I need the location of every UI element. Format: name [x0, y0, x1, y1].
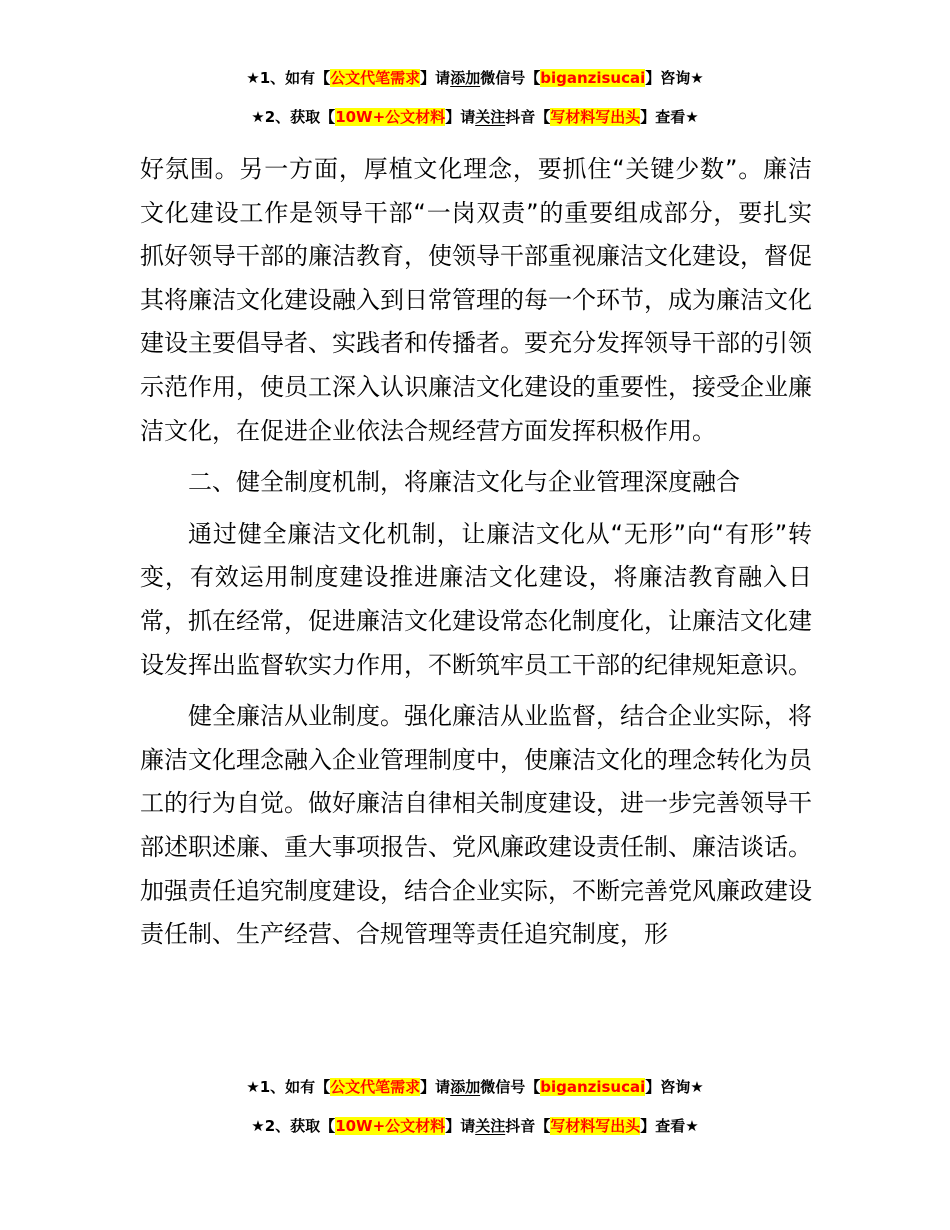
footer-promo-line-1 — [0, 1076, 950, 1098]
promo-text: ★1、如有【 — [246, 1078, 331, 1096]
document-body — [140, 148, 812, 957]
header-promo-line-1 — [0, 67, 950, 89]
promo-text: ★2、获取【 — [251, 1117, 336, 1135]
promo-text: 】查看★ — [640, 1117, 699, 1135]
promo-text: 】请 — [445, 1117, 476, 1135]
header-promo-line-2 — [0, 106, 950, 128]
body-paragraph: 好氛围。另一方面，厚植文化理念，要抓住“关键少数”。廉洁文化建设工作是领导干部“一岗双责”的重要组成部分，要扎实抓好领导干部的廉洁教育，使领导干部重视廉洁文化建设，督促其将廉洁文化建设融入到日常管理的每一个环节，成为廉洁文化建设主要倡导者、实践者和传播者。要充分发挥领导干部的引领示范作用，使员工深入认识廉洁文化建设的重要性，接受企业廉洁文化，在促进企业依法合规经营方面发挥积极作用。 — [140, 155, 812, 445]
promo-text: 抖音【 — [505, 108, 551, 126]
promo-highlight-douyin-id: 写材料写出头 — [550, 1117, 641, 1135]
promo-highlight-douyin-id: 写材料写出头 — [550, 108, 641, 126]
promo-text: 】咨询★ — [645, 1078, 704, 1096]
promo-highlight: 公文代笔需求 — [330, 1078, 421, 1096]
promo-text: 】请 — [445, 108, 476, 126]
promo-underlined: 添加 — [450, 69, 481, 87]
promo-text: 】咨询★ — [645, 69, 704, 87]
promo-text: 】请 — [420, 69, 451, 87]
body-paragraph: 健全廉洁从业制度。强化廉洁从业监督，结合企业实际，将廉洁文化理念融入企业管理制度中，使廉洁文化的理念转化为员工的行为自觉。做好廉洁自律相关制度建设，进一步完善领导干部述职述廉、重大事项报告、党风廉政建设责任制、廉洁谈话。加强责任追究制度建设，结合企业实际，不断完善党风廉政建设责任制、生产经营、合规管理等责任追究制度，形 — [140, 702, 812, 949]
body-paragraph: 通过健全廉洁文化机制，让廉洁文化从“无形”向“有形”转变，有效运用制度建设推进廉洁文化建设，将廉洁教育融入日常，抓在经常，促进廉洁文化建设常态化制度化，让廉洁文化建设发挥出监督软实力作用，不断筑牢员工干部的纪律规矩意识。 — [140, 519, 812, 679]
promo-text: ★2、获取【 — [251, 108, 336, 126]
promo-underlined: 添加 — [450, 1078, 481, 1096]
footer-promo-line-2 — [0, 1115, 950, 1137]
promo-text: 】请 — [420, 1078, 451, 1096]
promo-highlight-wechat-id: biganzisucai — [540, 1078, 646, 1096]
promo-highlight-wechat-id: biganzisucai — [540, 69, 646, 87]
promo-text: 】查看★ — [640, 108, 699, 126]
promo-highlight: 公文代笔需求 — [330, 69, 421, 87]
promo-text: 微信号【 — [480, 1078, 541, 1096]
promo-text: 抖音【 — [505, 1117, 551, 1135]
section-heading: 二、健全制度机制，将廉洁文化与企业管理深度融合 — [188, 468, 740, 497]
promo-underlined: 关注 — [475, 1117, 506, 1135]
promo-highlight: 10W+公文材料 — [335, 108, 446, 126]
promo-highlight: 10W+公文材料 — [335, 1117, 446, 1135]
promo-text: ★1、如有【 — [246, 69, 331, 87]
promo-text: 微信号【 — [480, 69, 541, 87]
promo-underlined: 关注 — [475, 108, 506, 126]
